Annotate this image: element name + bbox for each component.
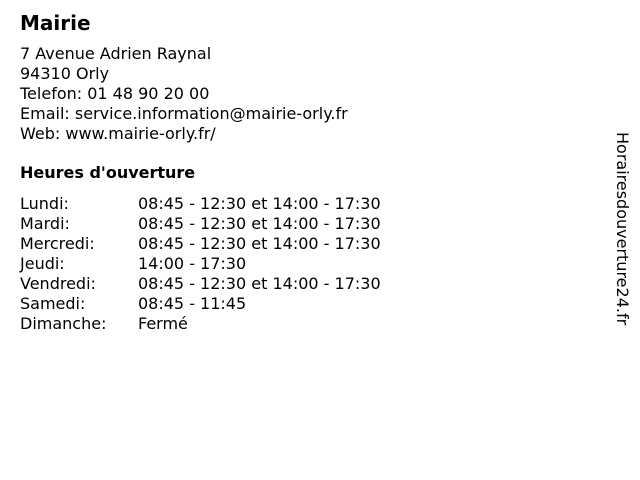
page-title: Mairie — [20, 11, 91, 35]
hours-day: Jeudi: — [20, 254, 65, 273]
hours-time: 08:45 - 11:45 — [138, 294, 247, 313]
hours-row-vendredi — [20, 274, 381, 294]
hours-row-jeudi — [20, 254, 381, 274]
phone-number: Telefon: 01 48 90 20 00 — [20, 84, 210, 103]
hours-day: Vendredi: — [20, 274, 96, 293]
hours-day: Mercredi: — [20, 234, 95, 253]
hours-time: 08:45 - 12:30 et 14:00 - 17:30 — [138, 274, 381, 293]
hours-time: 08:45 - 12:30 et 14:00 - 17:30 — [138, 234, 381, 253]
hours-time: 08:45 - 12:30 et 14:00 - 17:30 — [138, 194, 381, 213]
site-watermark — [610, 132, 634, 344]
email-address: Email: service.information@mairie-orly.fr — [20, 104, 348, 123]
hours-time: Fermé — [138, 314, 188, 333]
website-address: Web: www.mairie-orly.fr/ — [20, 124, 216, 143]
hours-day: Lundi: — [20, 194, 69, 213]
hours-row-samedi — [20, 294, 381, 314]
hours-day: Mardi: — [20, 214, 70, 233]
opening-hours-heading: Heures d'ouverture — [20, 163, 196, 182]
street-address: 7 Avenue Adrien Raynal — [20, 44, 212, 63]
address-block — [20, 44, 348, 144]
hours-day: Samedi: — [20, 294, 86, 313]
opening-hours-list — [20, 194, 381, 334]
hours-time: 08:45 - 12:30 et 14:00 - 17:30 — [138, 214, 381, 233]
hours-row-lundi — [20, 194, 381, 214]
hours-day: Dimanche: — [20, 314, 107, 333]
hours-row-mardi — [20, 214, 381, 234]
city-postcode: 94310 Orly — [20, 64, 110, 83]
watermark-text: Horairesdouverture24.fr — [613, 132, 632, 326]
hours-row-dimanche — [20, 314, 381, 334]
hours-time: 14:00 - 17:30 — [138, 254, 247, 273]
hours-row-mercredi — [20, 234, 381, 254]
